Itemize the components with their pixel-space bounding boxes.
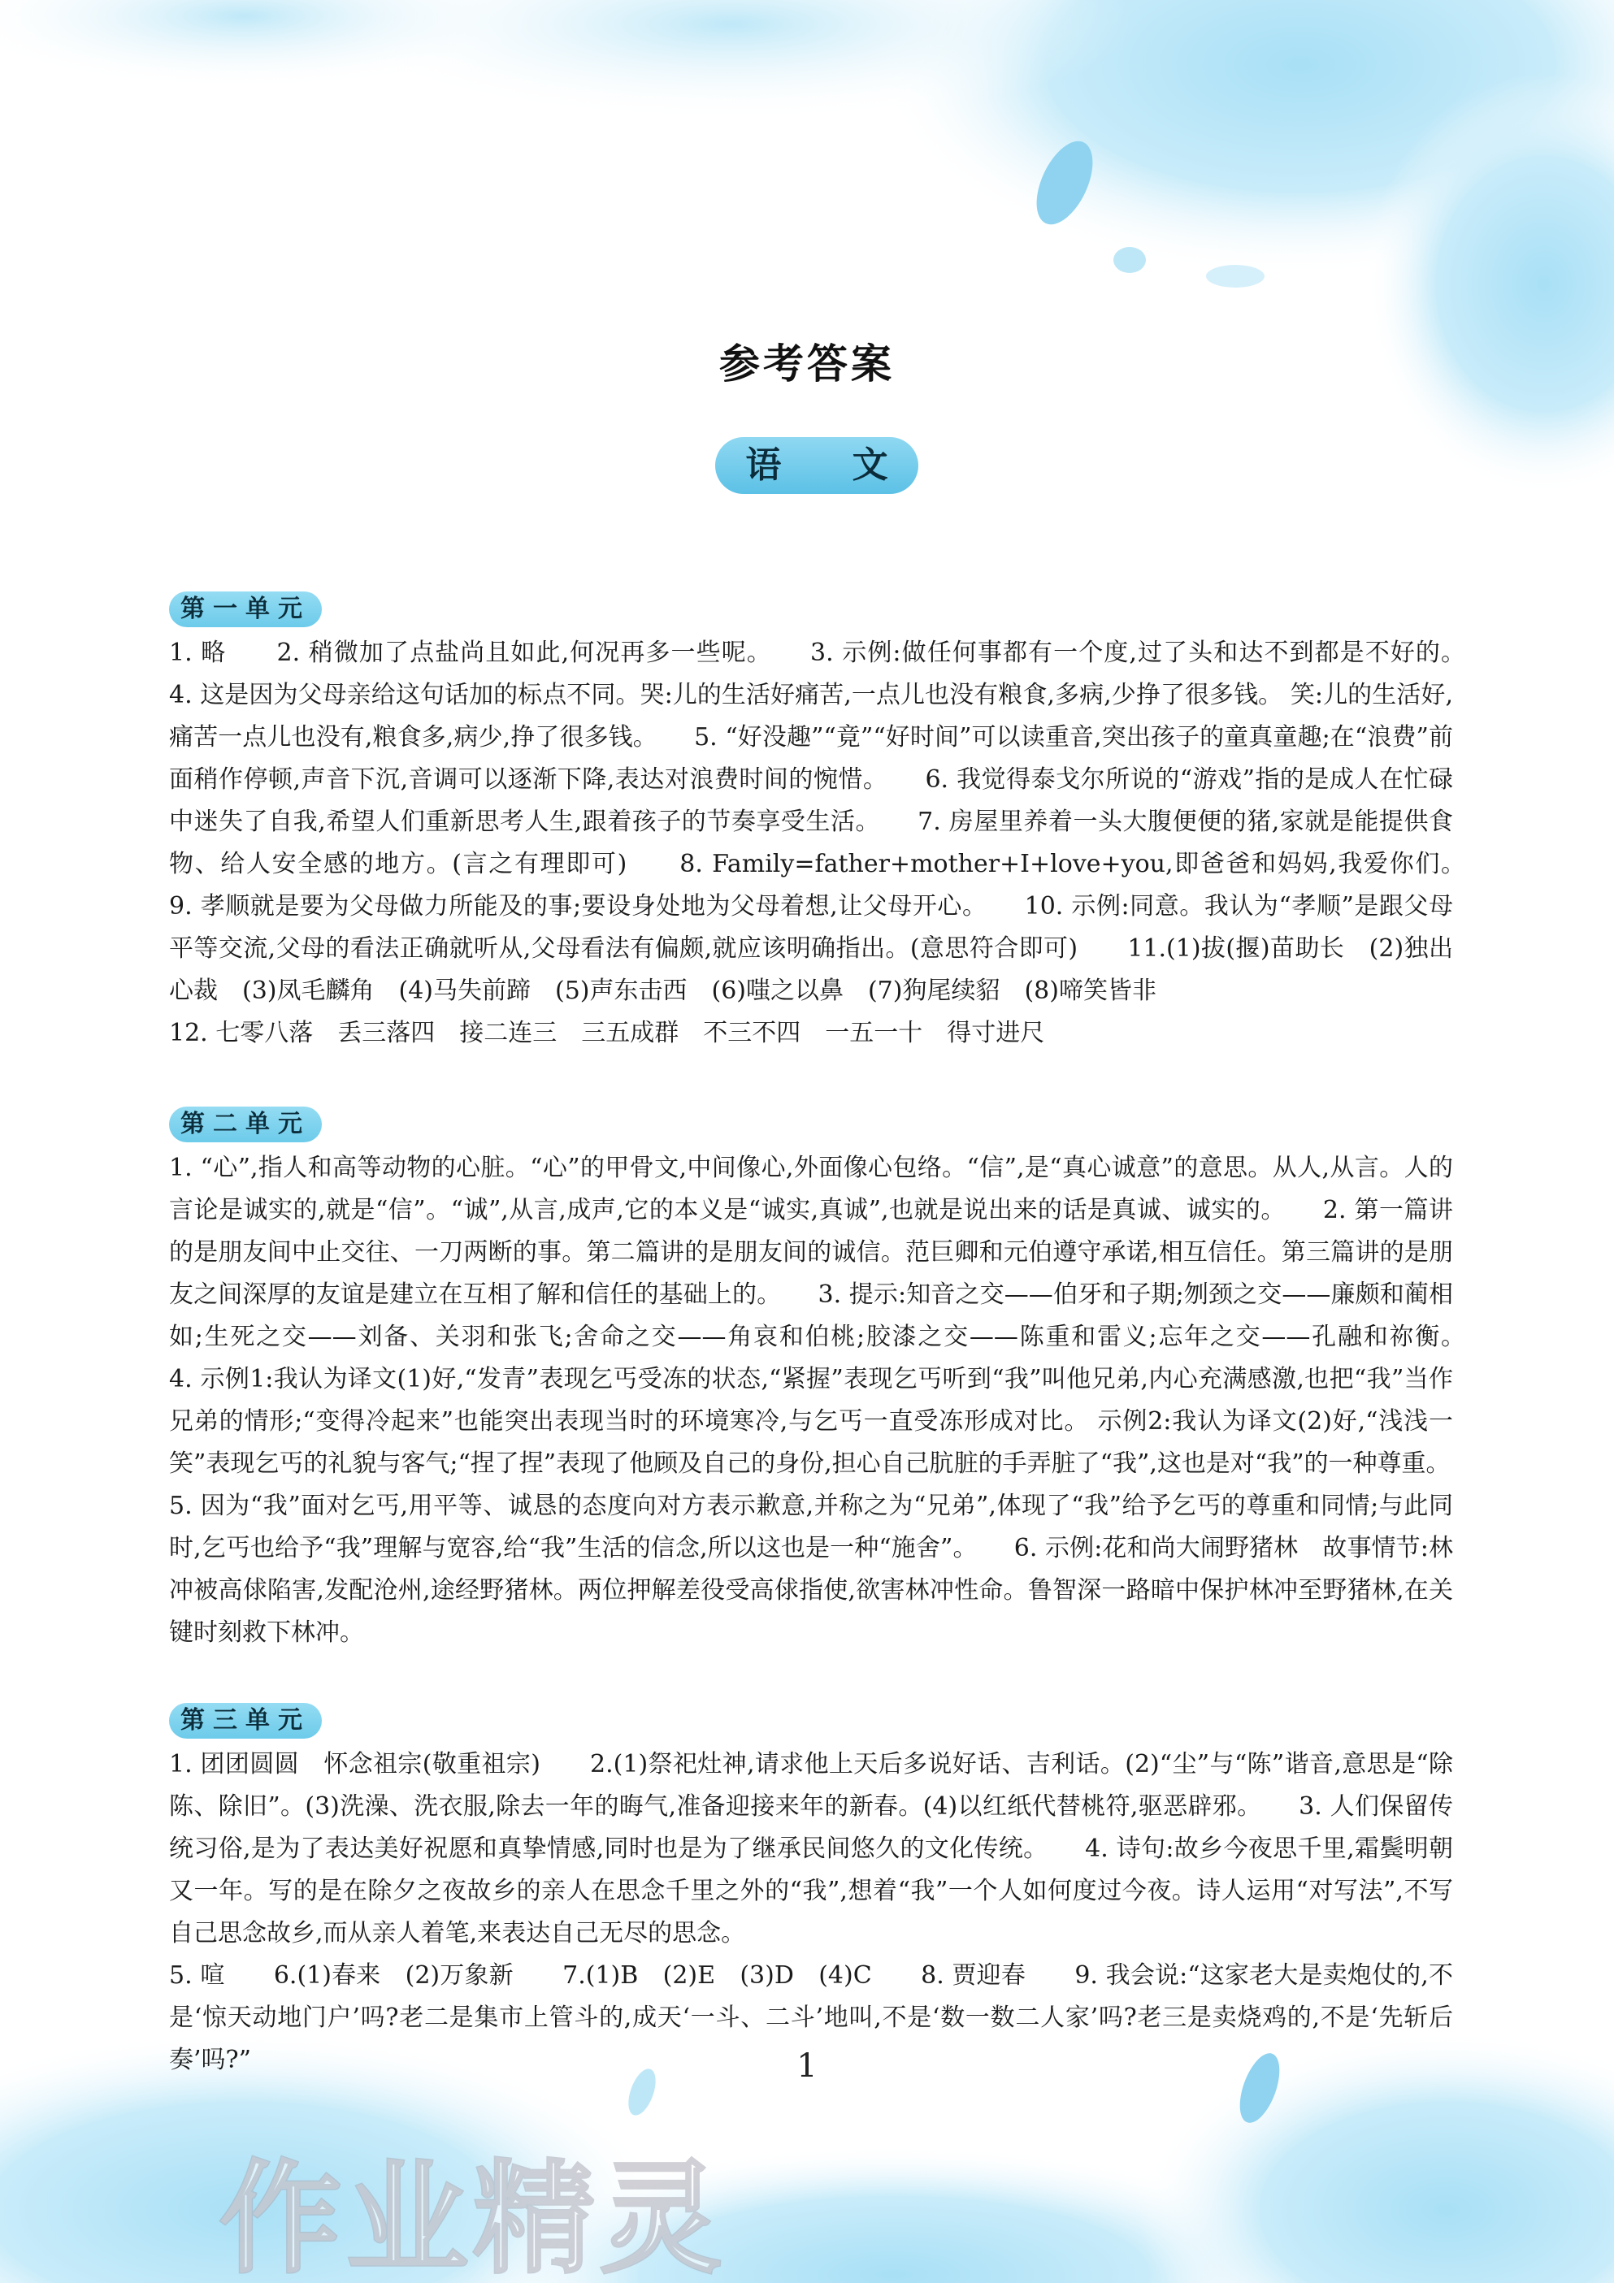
unit-heading: 第一单元 [169, 591, 322, 627]
answer-paragraph: 12. 七零八落 丢三落四 接二连三 三五成群 不三不四 一五一十 得寸进尺 [169, 1019, 1045, 1047]
watermark: 作业精灵 [219, 2149, 727, 2290]
answer-paragraph: 5. 喧 6.(1)春来 (2)万象新 7.(1)B (2)E (3)D (4)C 8. 贾迎春 9. 我会说:“这家老大是卖炮仗的,不是‘惊天动地门户’吗?老二是集市上管斗的,成天‘一斗、二斗’地叫,不是‘数一数二人家’吗?老三是卖烧鸡的,不是‘先斩后奏’吗?” [169, 1961, 1453, 2074]
answer-paragraph: 5. 因为“我”面对乞丐,用平等、诚恳的态度向对方表示歉意,并称之为“兄弟”,体现了“我”给予乞丐的尊重和同情;与此同时,乞丐也给予“我”理解与宽容,给“我”生活的信念,所以这也是一种“施舍”。 6. 示例:花和尚大闹野猪林 故事情节:林冲被高俅陷害,发配沧州,途经野猪林。两位押解差役受高俅指使,欲害林冲性命。鲁智深一路暗中保护林冲至野猪林,在关键时刻救下林冲。 [169, 1492, 1453, 1647]
page-title: 参考答案 [719, 340, 895, 388]
unit-section-2 [169, 1107, 1502, 1654]
unit-heading: 第三单元 [169, 1703, 322, 1739]
page-number: 1 [796, 2047, 818, 2085]
answer-paragraph: 1. 团团圆圆 怀念祖宗(敬重祖宗) 2.(1)祭祀灶神,请求他上天后多说好话、吉利话。(2)“尘”与“陈”谐音,意思是“除陈、除旧”。(3)洗澡、洗衣服,除去一年的晦气,准备迎接来年的新春。(4)以红纸代替桃符,驱恶辟邪。 3. 人们保留传统习俗,是为了表达美好祝愿和真挚情感,同时也是为了继承民间悠久的文化传统。 4. 诗句:故乡今夜思千里,霜鬓明朝又一年。写的是在除夕之夜故乡的亲人在思念千里之外的“我”,想着“我”一个人如何度过今夜。诗人运用“对写法”,不写自己思念故乡,而从亲人着笔,来表达自己无尽的思念。 [169, 1750, 1453, 1947]
answer-paragraph: 1. “心”,指人和高等动物的心脏。“心”的甲骨文,中间像心,外面像心包络。“信”,是“真心诚意”的意思。从人,从言。人的言论是诚实的,就是“信”。“诚”,从言,成声,它的本义是“诚实,真诚”,也就是说出来的话是真诚、诚实的。 2. 第一篇讲的是朋友间中止交往、一刀两断的事。第二篇讲的是朋友间的诚信。范巨卿和元伯遵守承诺,相互信任。第三篇讲的是朋友之间深厚的友谊是建立在互相了解和信任的基础上的。 3. 提示:知音之交——伯牙和子期;刎颈之交——廉颇和蔺相如;生死之交——刘备、关羽和张飞;舍命之交——角哀和伯桃;胶漆之交——陈重和雷义;忘年之交——孔融和祢衡。 4. 示例1:我认为译文(1)好,“发青”表现乞丐受冻的状态,“紧握”表现乞丐听到“我”叫他兄弟,内心充满感激,也把“我”当作兄弟的情形;“变得冷起来”也能突出表现当时的环境寒冷,与乞丐一直受冻形成对比。 示例2:我认为译文(2)好,“浅浅一笑”表现乞丐的礼貌与客气;“捏了捏”表现了他顾及自己的身份,担心自己肮脏的手弄脏了“我”,这也是对“我”的一种尊重。 [169, 1154, 1502, 1478]
answer-paragraph: 1. 略 2. 稍微加了点盐尚且如此,何况再多一些呢。 3. 示例:做任何事都有一个度,过了头和达不到都是不好的。 4. 这是因为父母亲给这句话加的标点不同。哭:儿的生活好痛苦,一点儿也没有粮食,多病,少挣了很多钱。 笑:儿的生活好,痛苦一点儿也没有,粮食多,病少,挣了很多钱。 5. “好没趣”“竟”“好时间”可以读重音,突出孩子的童真童趣;在“浪费”前面稍作停顿,声音下沉,音调可以逐渐下降,表达对浪费时间的惋惜。 6. 我觉得泰戈尔所说的“游戏”指的是成人在忙碌中迷失了自我,希望人们重新思考人生,跟着孩子的节奏享受生活。 7. 房屋里养着一头大腹便便的猪,家就是能提供食物、给人安全感的地方。(言之有理即可) 8. Family=father+mother+I+love+you,即爸爸和妈妈,我爱你们。 9. 孝顺就是要为父母做力所能及的事;要设身处地为父母着想,让父母开心。 10. 示例:同意。我认为“孝顺”是跟父母平等交流,父母的看法正确就听从,父母看法有偏颇,就应该明确指出。(意思符合即可) 11.(1)拔(揠)苗助长 (2)独出心裁 (3)凤毛麟角 (4)马失前蹄 (5)声东击西 (6)嗤之以鼻 (7)狗尾续貂 (8)啼笑皆非 [169, 639, 1502, 1005]
unit-section-3 [169, 1703, 1453, 2082]
unit-section-1 [169, 591, 1502, 1055]
unit-heading: 第二单元 [169, 1107, 322, 1142]
subject-badge: 语 文 [715, 437, 918, 494]
